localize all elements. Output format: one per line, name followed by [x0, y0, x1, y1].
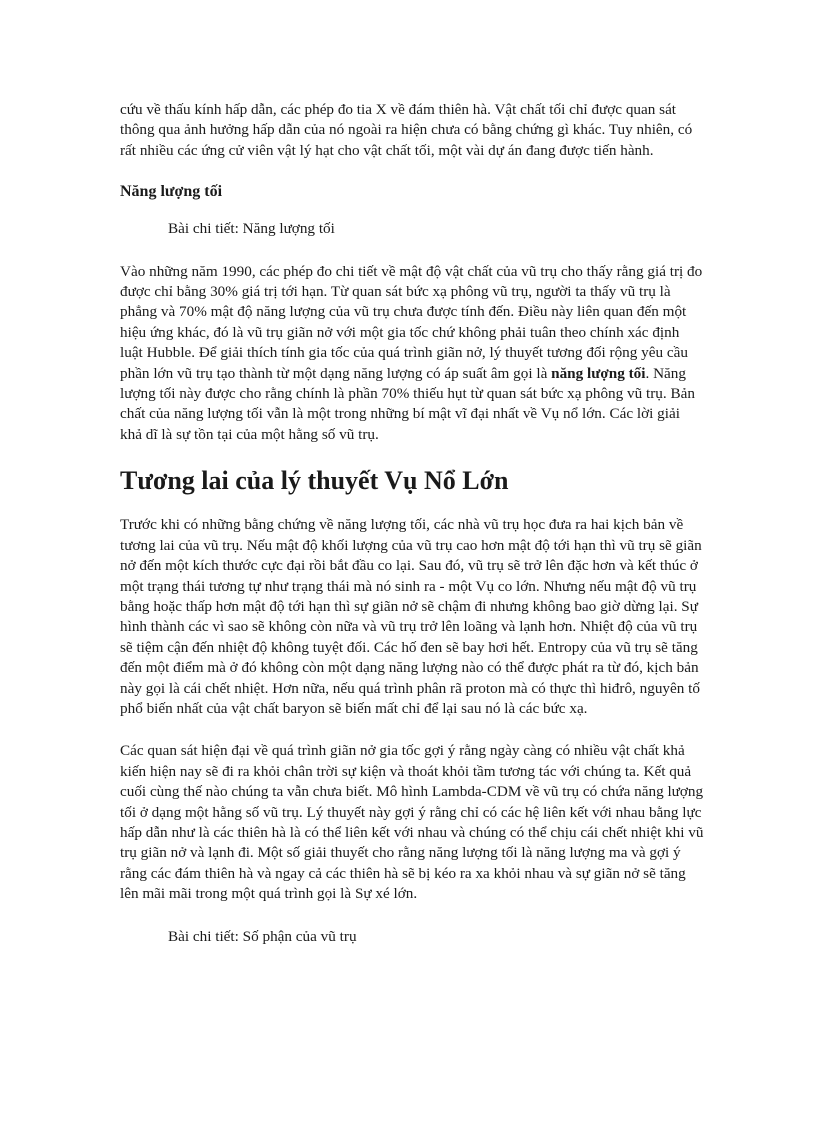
intro-paragraph: cứu về thấu kính hấp dẫn, các phép đo tia X về đám thiên hà. Vật chất tối chỉ được quan sát thông qua ảnh hưởng hấp dẫn của nó ngoài ra hiện chưa có bằng chứng gì khác. Tuy nhiên, có rất nhiều các ứng cử viên vật lý hạt cho vật chất tối, một vài dự án đang được tiến hành.: [120, 101, 693, 159]
section-heading-future: Tương lai của lý thuyết Vụ Nổ Lớn: [120, 466, 509, 496]
dark-energy-bold-term: năng lượng tối: [551, 364, 646, 382]
dark-energy-text-part1: Vào những năm 1990, các phép đo chi tiết về mật độ vật chất của vũ trụ cho thấy rằng giá trị đo được chỉ bằng 30% giá trị tới hạn. Từ quan sát bức xạ phông vũ trụ, người ta thấy vũ trụ là phẳng và 70% mật độ năng lượng của vũ trụ chưa được tính đến. Điều này liên quan đến một hiệu ứng khác, đó là vũ trụ giãn nở với một gia tốc chứ không phải tuân theo chính xác định luật Hubble. Để giải thích tính gia tốc của quá trình giãn nở, lý thuyết tương đối rộng yêu cầu phần lớn vũ trụ tạo thành từ một dạng năng lượng có áp suất âm gọi là: [120, 262, 703, 382]
dark-energy-text-part2: . Năng lượng tối này được cho rằng chính là phần 70% thiếu hụt từ quan sát bức xạ phông vũ trụ. Bản chất của năng lượng tối vẫn là một trong những bí mật vĩ đại nhất về Vụ nổ lớn. Các lời giải khả dĩ là sự tồn tại của một hằng số vũ trụ.: [120, 364, 695, 443]
future-paragraph-1: Trước khi có những bằng chứng về năng lượng tối, các nhà vũ trụ học đưa ra hai kịch bản về tương lai của vũ trụ. Nếu mật độ khối lượng của vũ trụ cao hơn mật độ tới hạn thì vũ trụ sẽ giãn nở đến một kích thước cực đại rồi bắt đầu co lại. Sau đó, vũ trụ sẽ trở lên đặc hơn và kết thúc ở một trạng thái tương tự như trạng thái mà nó sinh ra - một Vụ co lớn. Nhưng nếu mật độ vũ trụ bằng hoặc thấp hơn mật độ tới hạn thì sự giãn nở sẽ chậm đi nhưng không bao giờ dừng lại. Sự hình thành các vì sao sẽ không còn nữa và vũ trụ trở lên loãng và lạnh hơn. Nhiệt độ của vũ trụ sẽ tiệm cận đến nhiệt độ không tuyệt đối. Các hố đen sẽ bay hơi hết. Entropy của vũ trụ sẽ tăng đến một điểm mà ở đó không còn một dạng năng lượng nào có thể được phát ra từ đó, kịch bản này gọi là cái chết nhiệt. Hơn nữa, nếu quá trình phân rã proton mà có thực thì hiđrô, nguyên tố phổ biến nhất của vật chất baryon sẽ biến mất chỉ để lại sau nó là các bức xạ.: [120, 516, 702, 717]
dark-energy-paragraph: [120, 262, 705, 446]
future-paragraph-2: Các quan sát hiện đại về quá trình giãn nở gia tốc gợi ý rằng ngày càng có nhiều vật chất khả kiến hiện nay sẽ đi ra khỏi chân trời sự kiện và thoát khỏi tầm tương tác với chúng ta. Kết quả cuối cùng thế nào chúng ta vẫn chưa biết. Mô hình Lambda-CDM về vũ trụ có chứa năng lượng tối ở dạng một hằng số vũ trụ. Lý thuyết này gợi ý rằng chỉ có các hệ liên kết với nhau bằng lực hấp dẫn như là các thiên hà là có thể liên kết với nhau và chúng có thể chịu cái chết nhiệt khi vũ trụ giãn nở và lạnh đi. Một số giải thuyết cho rằng năng lượng tối là năng lượng ma và gợi ý rằng các đám thiên hà và ngay cả các thiên hà sẽ bị kéo ra xa khỏi nhau và sự giãn nở sẽ tăng lên mãi mãi trong một quá trình gọi là Sự xé lớn.: [120, 742, 704, 903]
detail-article-link[interactable]: Bài chi tiết: Năng lượng tối: [168, 220, 335, 238]
section-heading-dark-energy: Năng lượng tối: [120, 183, 223, 201]
document-page: [120, 100, 705, 947]
detail-article-link-fate[interactable]: Bài chi tiết: Số phận của vũ trụ: [168, 927, 357, 945]
